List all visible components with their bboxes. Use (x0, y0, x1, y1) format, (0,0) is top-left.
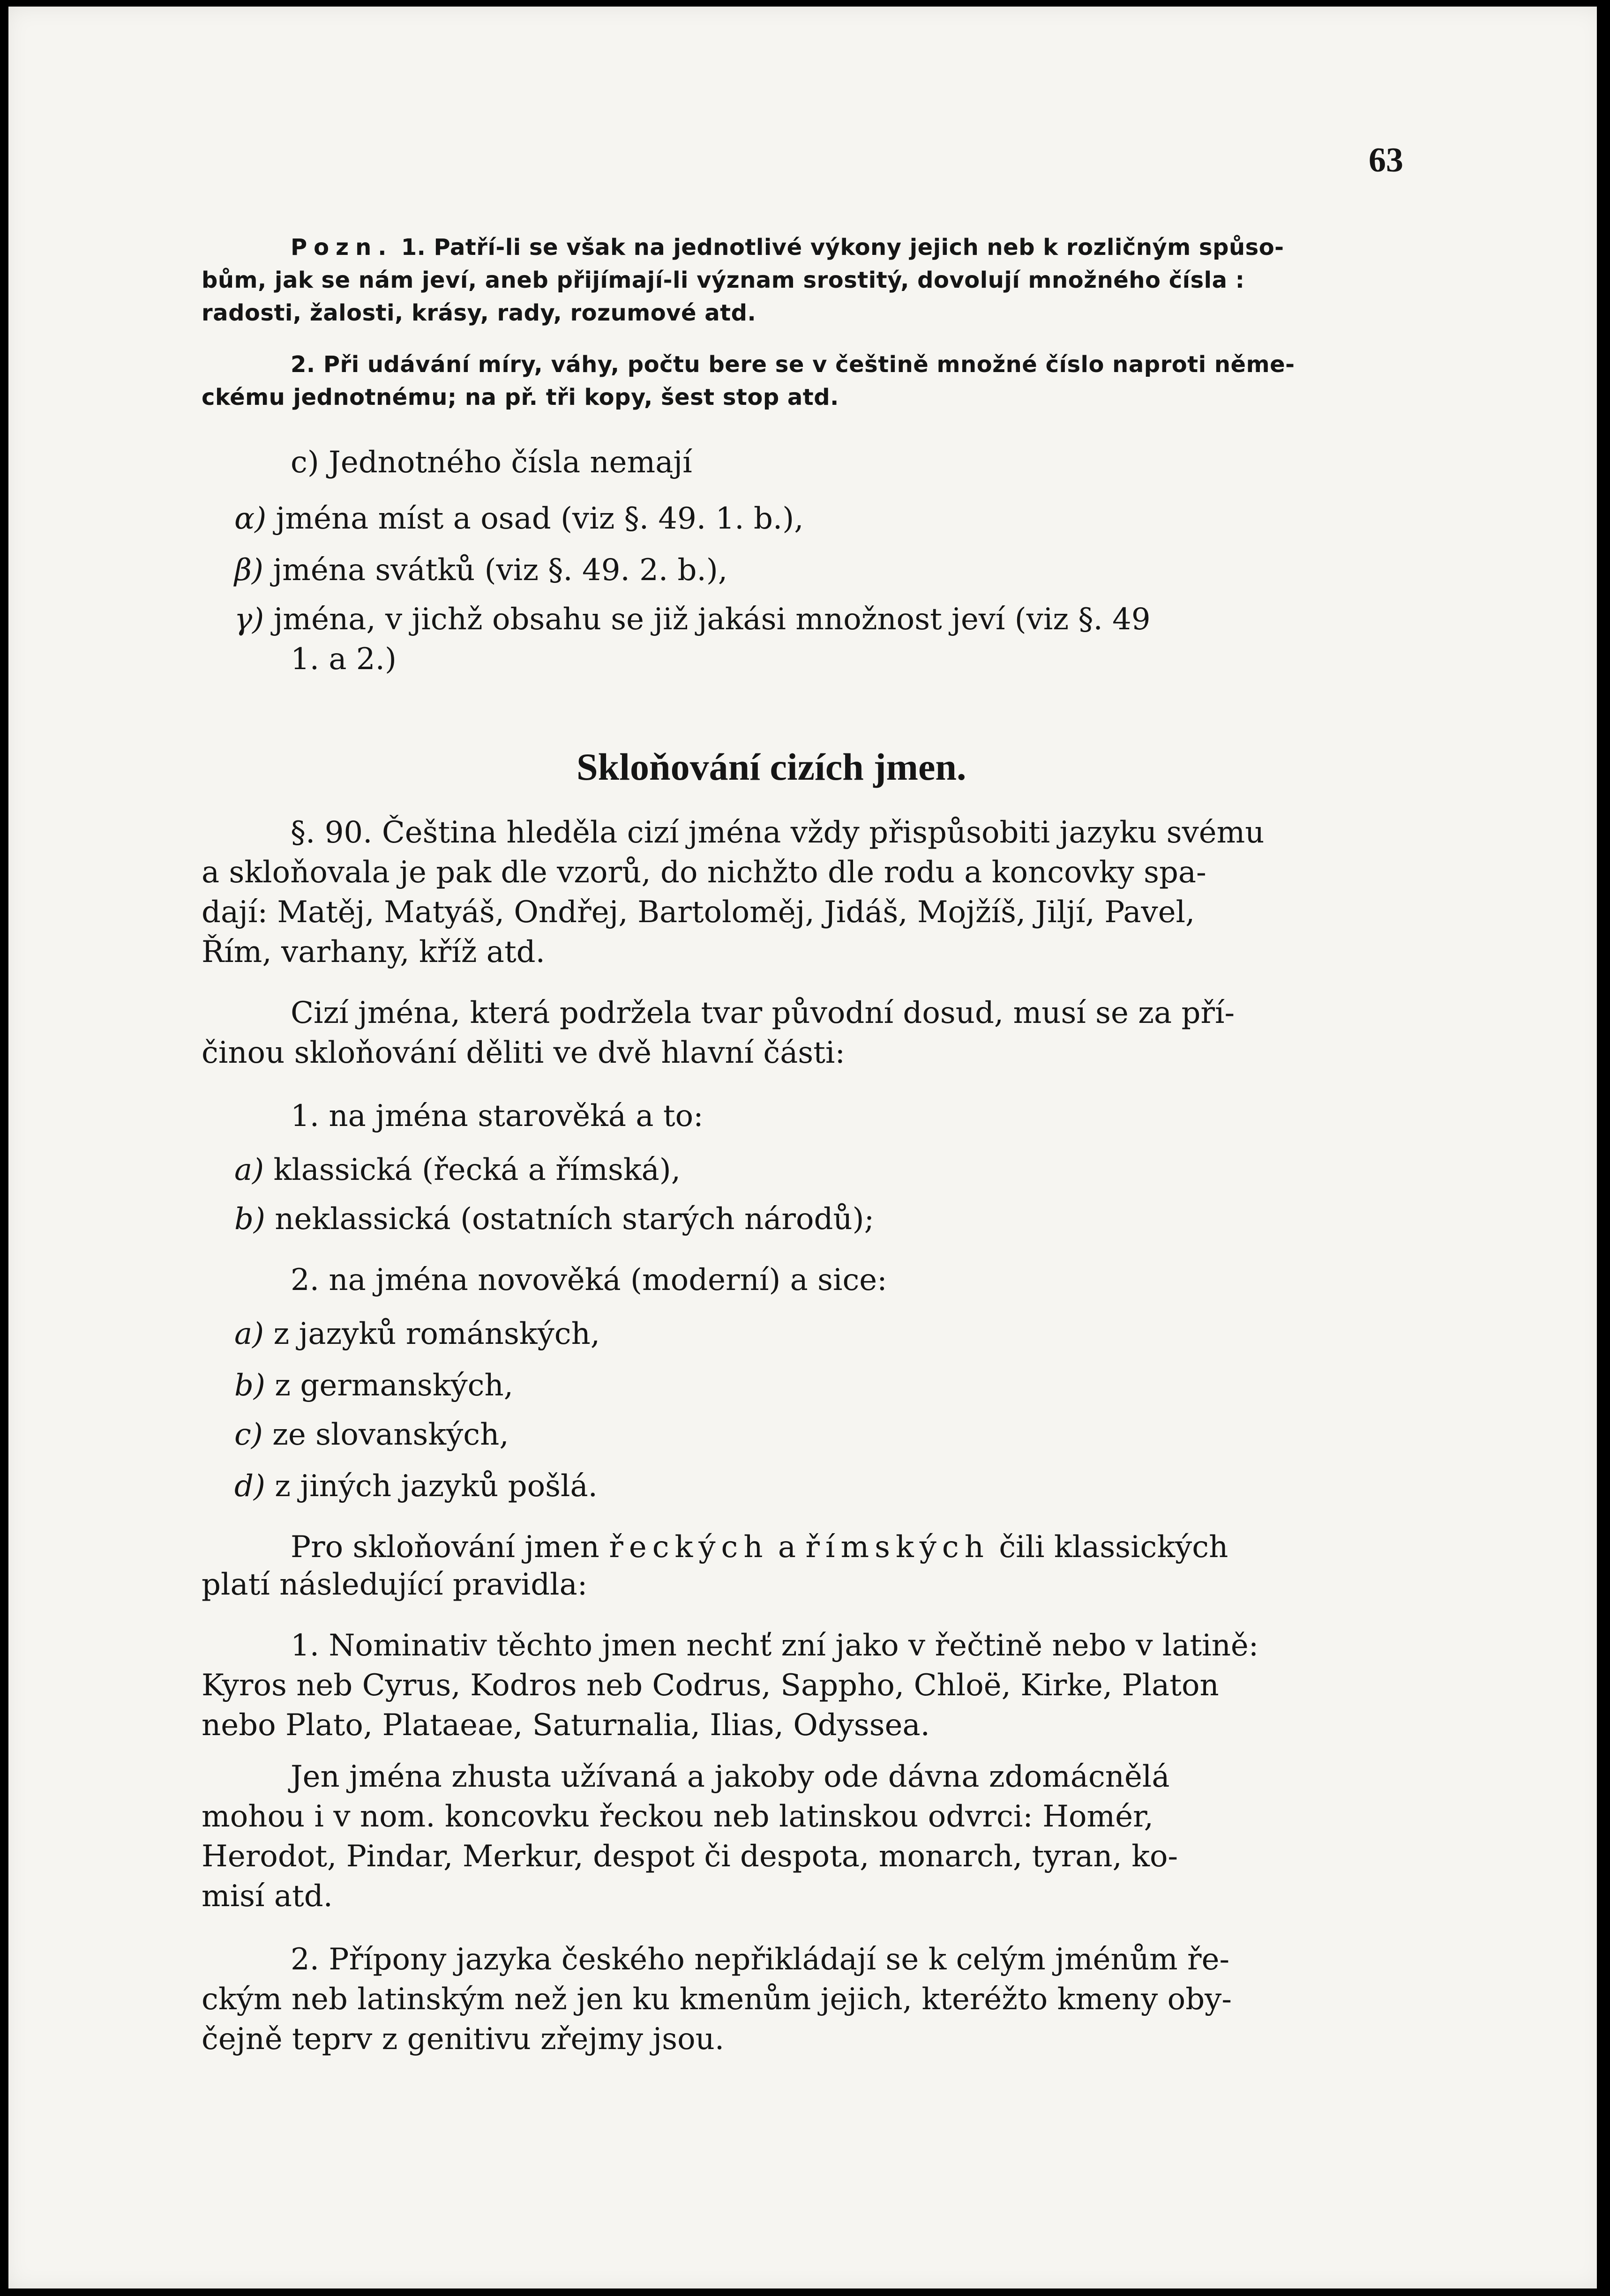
item-label: a) (234, 1317, 264, 1351)
note-line-2: bům, jak se nám jeví, aneb přijímají-li význam srostitý, dovolují množného čísla : (202, 267, 1245, 293)
c-section-title: c) Jednotného čísla nemají (291, 445, 692, 480)
item-label: a) (234, 1153, 264, 1187)
note-line-3: radosti, žalosti, krásy, rady, rozumové atd. (202, 300, 756, 326)
item-label: b) (234, 1368, 265, 1403)
section-heading: Skloňování cizích jmen. (577, 745, 966, 788)
rule1-line-2: Kyros neb Cyrus, Kodros neb Codrus, Sappho, Chloë, Kirke, Platon (202, 1668, 1219, 1703)
item-label: α) (234, 501, 267, 536)
note-label: Pozn. (291, 234, 393, 261)
list-new-item-a (234, 1317, 600, 1351)
pro-text-middle: a (768, 1530, 806, 1565)
item-label: c) (234, 1417, 263, 1452)
pro-spaced-greek: řeckých (609, 1530, 769, 1565)
item-text: neklassická (ostatních starých národů); (265, 1202, 875, 1237)
item-text: ze slovanských, (262, 1417, 509, 1452)
pro-text-before: Pro skloňování jmen (291, 1530, 609, 1565)
note-line-4: 2. Při udávání míry, váhy, počtu bere se v češtině množné číslo naproti něme- (291, 351, 1295, 378)
p90-line-3: dají: Matěj, Matyáš, Ondřej, Bartoloměj, Jidáš, Mojžíš, Jiljí, Pavel, (202, 895, 1195, 930)
rule2-line-1: 2. Přípony jazyka českého nepřikládají se k celým jménům ře- (291, 1942, 1230, 1977)
note-text: 1. Patří-li se však na jednotlivé výkony jejich neb k rozličným spůso- (393, 234, 1284, 261)
item-label: γ) (234, 602, 264, 637)
jen-line-4: misí atd. (202, 1879, 333, 1914)
jen-line-2: mohou i v nom. koncovku řeckou neb latinskou odvrci: Homér, (202, 1799, 1153, 1834)
c-item-gamma (234, 602, 1151, 637)
scan-border-top (0, 0, 1610, 7)
item-label: β) (234, 553, 263, 588)
scan-border-left (0, 0, 8, 2296)
item-text: z germanských, (265, 1368, 514, 1403)
scan-border-bottom (0, 2289, 1610, 2296)
page-number: 63 (1369, 141, 1403, 179)
list-new-item-c (234, 1417, 509, 1452)
note-line-5: ckému jednotnému; na př. tři kopy, šest stop atd. (202, 384, 839, 410)
item-label: b) (234, 1202, 265, 1237)
item-label: d) (234, 1469, 265, 1504)
jen-line-3: Herodot, Pindar, Merkur, despot či despota, monarch, tyran, ko- (202, 1839, 1178, 1874)
item-text: z jiných jazyků pošlá. (265, 1469, 598, 1504)
p90-line-1: §. 90. Čeština hleděla cizí jména vždy přispůsobiti jazyku svému (291, 815, 1265, 850)
rule2-line-2: ckým neb latinským než jen ku kmenům jejich, kteréžto kmeny oby- (202, 1982, 1232, 2017)
note-line-1 (291, 234, 1284, 261)
list-new-item-b (234, 1368, 513, 1403)
item-text: jména míst a osad (viz §. 49. 1. b.), (266, 501, 804, 536)
item-text: klassická (řecká a římská), (264, 1153, 681, 1187)
p90-line-4: Řím, varhany, kříž atd. (202, 935, 545, 969)
jen-line-1: Jen jména zhusta užívaná a jakoby ode dávna zdomácnělá (291, 1759, 1170, 1794)
cizi-line-2: činou skloňování děliti ve dvě hlavní části: (202, 1036, 845, 1070)
list-old-item-b (234, 1202, 874, 1237)
rule2-line-3: čejně teprv z genitivu zřejmy jsou. (202, 2022, 725, 2057)
list-old-item-a (234, 1153, 681, 1187)
c-item-continuation: 1. a 2.) (291, 642, 397, 677)
c-item-alpha (234, 501, 804, 536)
pro-text-after: čili klassických (989, 1530, 1228, 1565)
scan-border-right (1597, 0, 1610, 2296)
p90-line-2: a skloňovala je pak dle vzorů, do nichžto dle rodu a koncovky spa- (202, 855, 1206, 890)
list-old-title: 1. na jména starověká a to: (291, 1099, 704, 1133)
list-new-title: 2. na jména novověká (moderní) a sice: (291, 1263, 887, 1297)
item-text: z jazyků románských, (264, 1317, 600, 1351)
item-text: jména, v jichž obsahu se již jakási množnost jeví (viz §. 49 (264, 602, 1151, 637)
cizi-line-1: Cizí jména, která podržela tvar původní dosud, musí se za pří- (291, 996, 1235, 1030)
c-item-beta (234, 553, 727, 588)
rule1-line-1: 1. Nominativ těchto jmen nechť zní jako v řečtině nebo v latině: (291, 1628, 1259, 1663)
pro-line-1 (291, 1530, 1228, 1565)
pro-line-2: platí následující pravidla: (202, 1567, 588, 1602)
pro-spaced-roman: římských (805, 1530, 989, 1565)
rule1-line-3: nebo Plato, Plataeae, Saturnalia, Ilias, Odyssea. (202, 1708, 930, 1743)
list-new-item-d (234, 1469, 598, 1504)
item-text: jména svátků (viz §. 49. 2. b.), (263, 553, 728, 588)
